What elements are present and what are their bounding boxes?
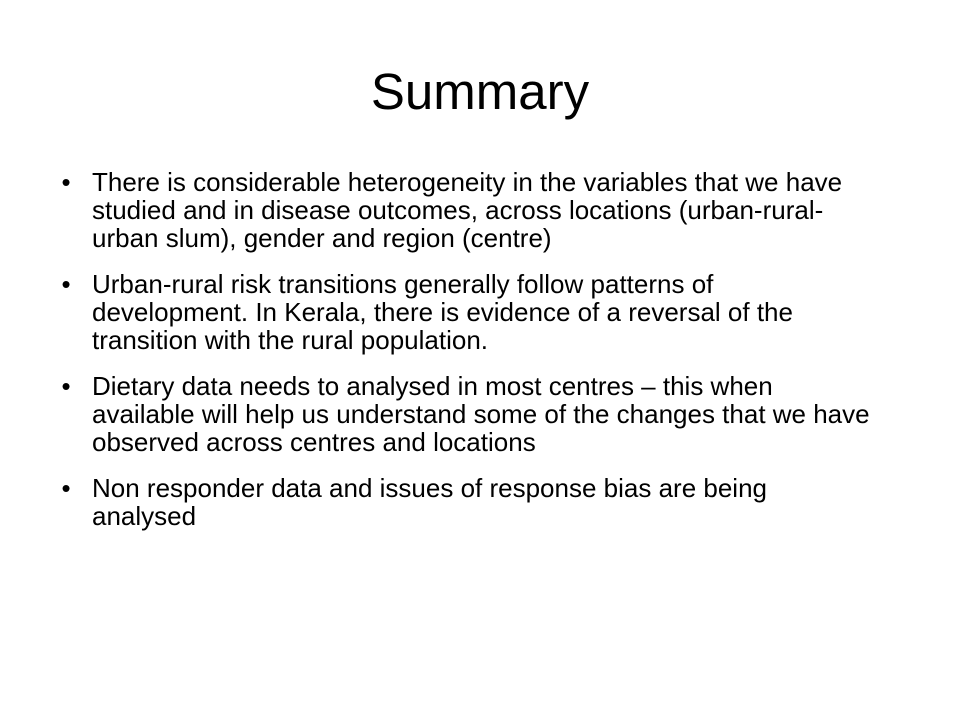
bullet-text: Urban-rural risk transitions generally follow patterns of development. In Kerala, there is evidence of a reversal of the transition with the rural population. [92,269,793,355]
bullet-marker: • [61,473,71,503]
bullet-marker: • [61,269,71,299]
bullet-list [56,168,876,548]
bullet-marker: • [61,167,71,197]
bullet-item [56,168,876,252]
bullet-item [56,474,876,530]
slide-title: Summary [370,63,590,120]
bullet-marker: • [61,371,71,401]
bullet-text: There is considerable heterogeneity in the variables that we have studied and in disease outcomes, across locations (urban-rural-urban slum), gender and region (centre) [92,167,843,253]
bullet-item [56,372,876,456]
bullet-item [56,270,876,354]
bullet-text: Dietary data needs to analysed in most centres – this when available will help us understand some of the changes that we have observed across centres and locations [92,371,870,457]
bullet-text: Non responder data and issues of response bias are being analysed [92,473,767,531]
